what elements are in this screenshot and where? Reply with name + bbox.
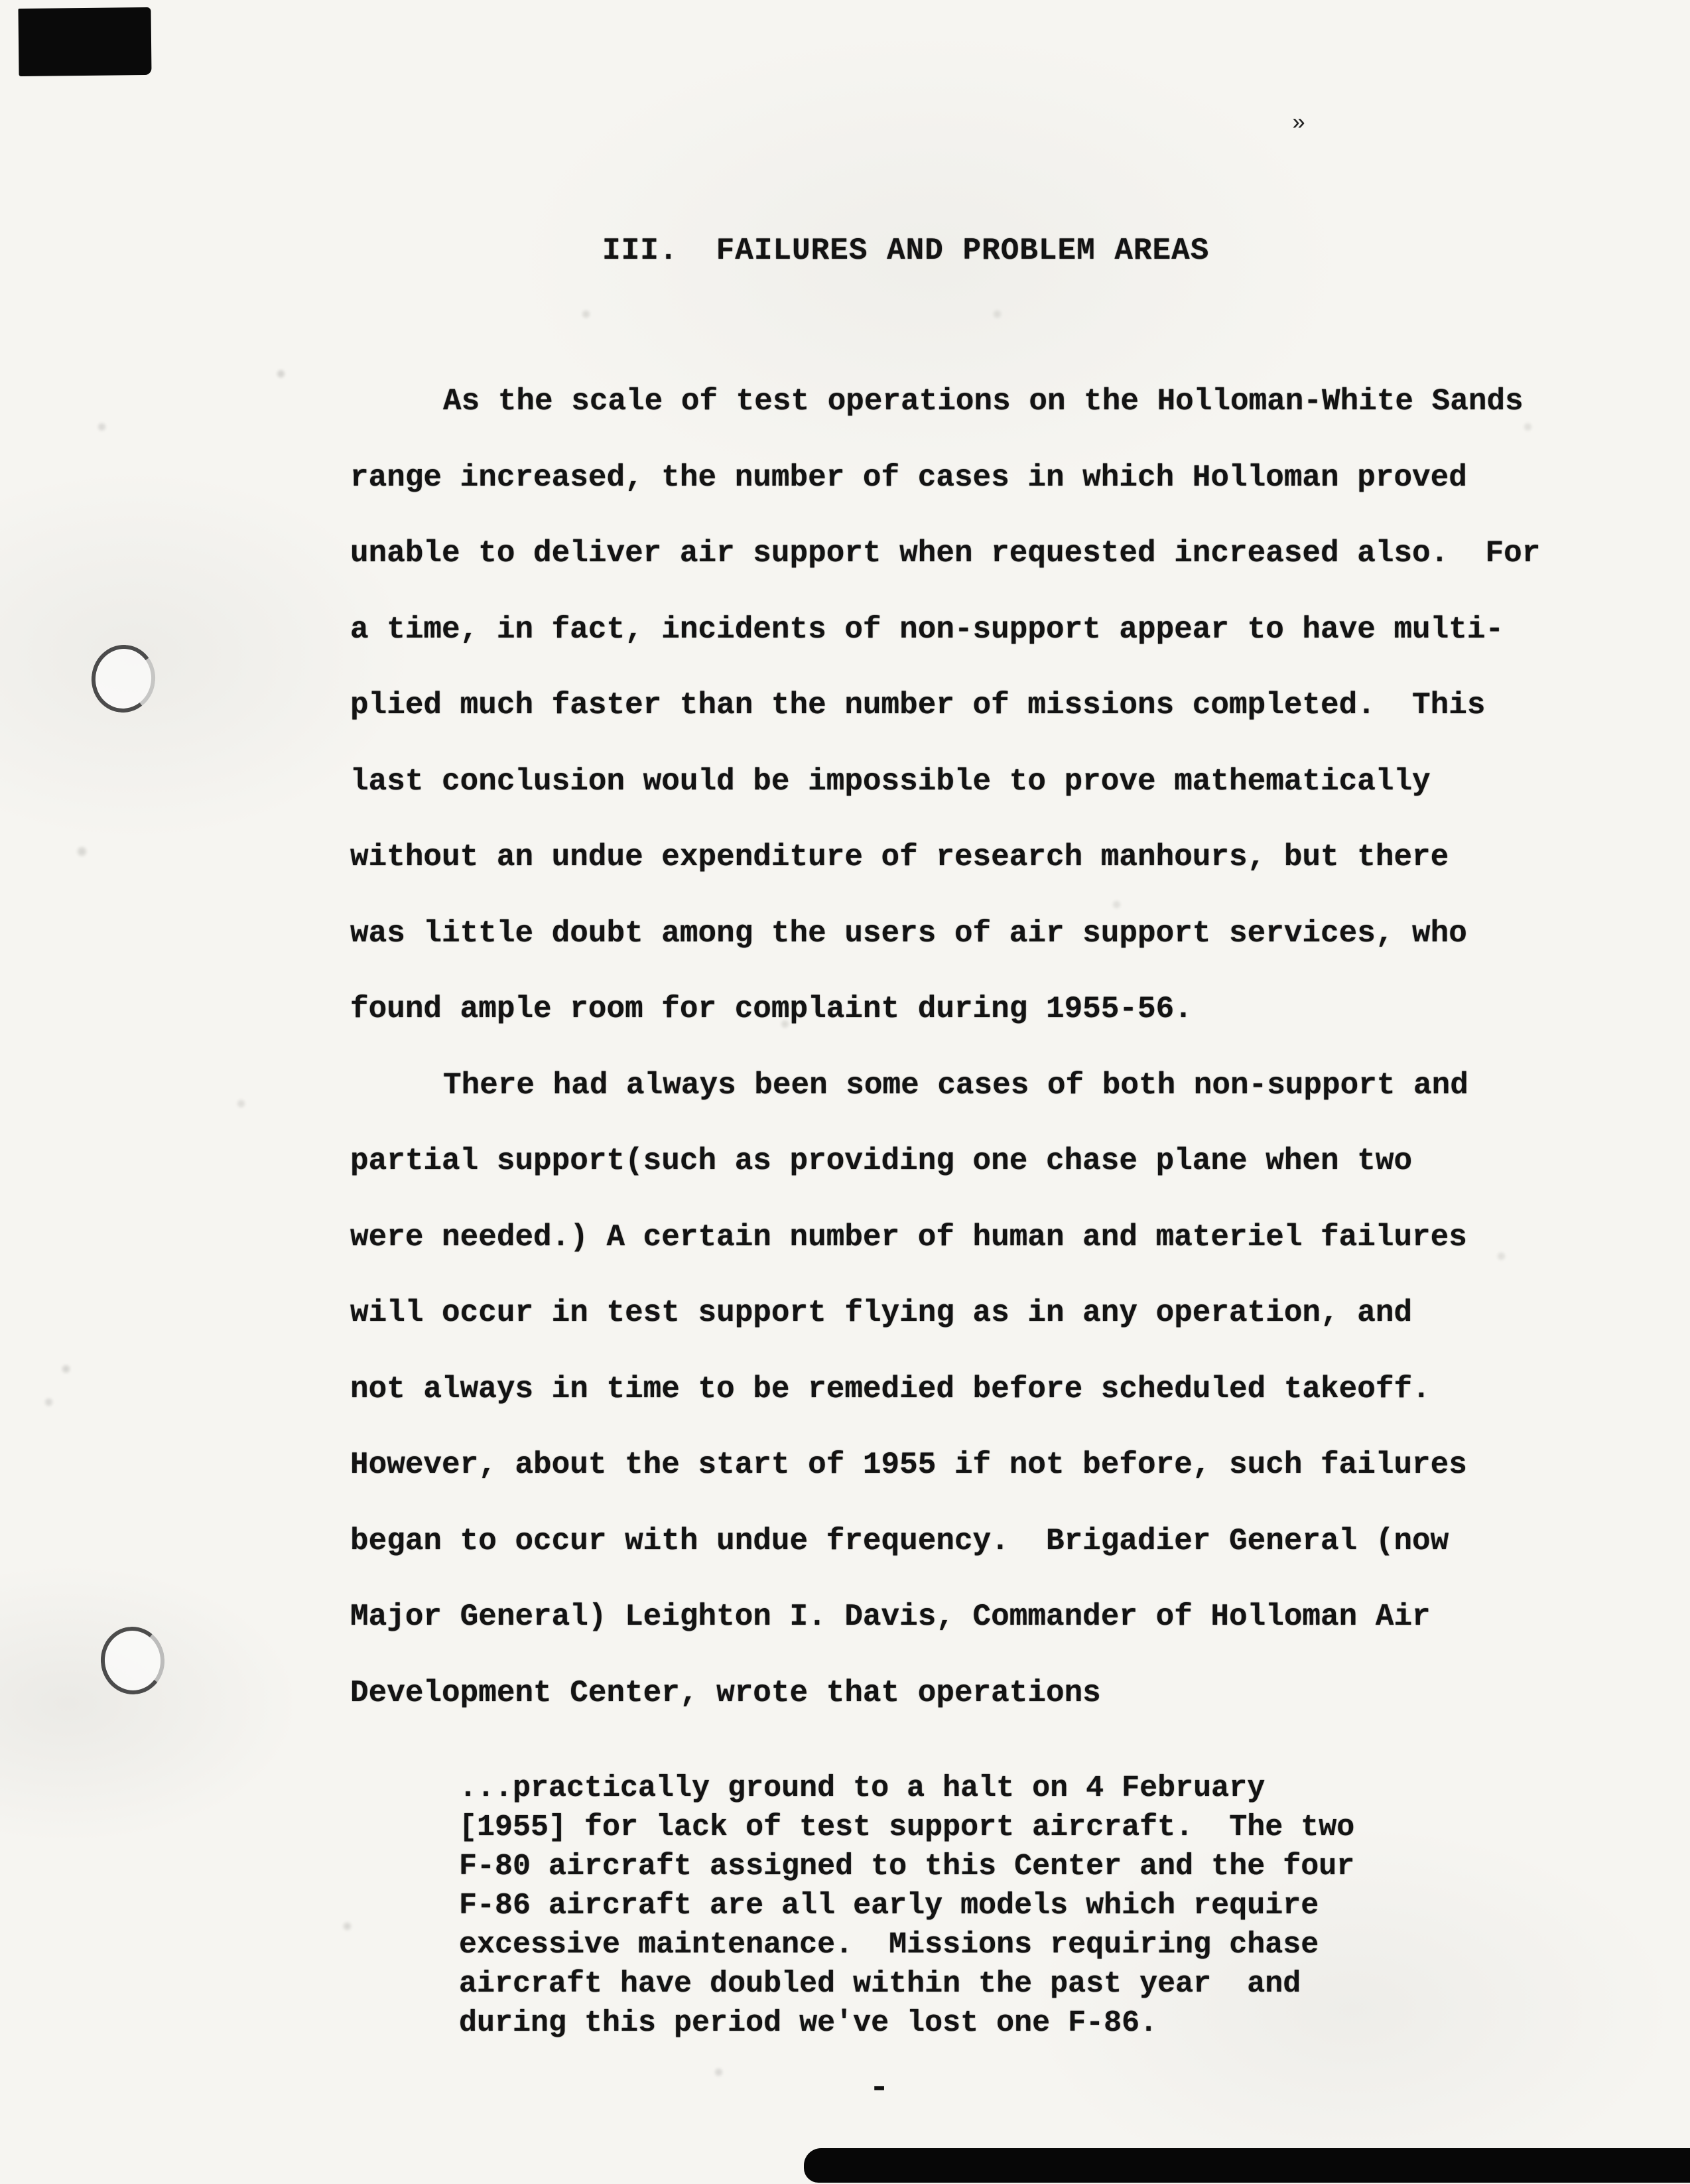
text-line: last conclusion would be impossible to prove mathematically <box>350 764 1431 799</box>
text-line: began to occur with undue frequency. Brigadier General (now <box>350 1523 1449 1558</box>
quote-line: aircraft have doubled within the past year and <box>459 1967 1301 2001</box>
text-line: without an undue expenditure of research manhours, but there <box>350 840 1449 874</box>
text-line: There had always been some cases of both non-support and <box>443 1067 1468 1103</box>
hole-punch-bottom <box>98 1623 168 1697</box>
text-line: Development Center, wrote that operations <box>350 1675 1101 1710</box>
quote-line: excessive maintenance. Missions requiring chase <box>459 1928 1319 1962</box>
quote-line: ...practically ground to a halt on 4 February <box>459 1771 1266 1805</box>
quote-line: during this period we've lost one F-86. <box>459 2006 1158 2040</box>
section-title: III. FAILURES AND PROBLEM AREAS <box>602 234 1210 268</box>
text-line: a time, in fact, incidents of non-support appear to have multi- <box>350 612 1504 647</box>
scan-bottom-bar <box>804 2148 1690 2183</box>
text-line: found ample room for complaint during 1955-56. <box>350 992 1193 1026</box>
quote-line: [1955] for lack of test support aircraft. The two <box>459 1810 1355 1844</box>
text-line: Major General) Leighton I. Davis, Commander of Holloman Air <box>350 1600 1431 1634</box>
scan-noise <box>0 0 5 5</box>
body-text <box>350 364 1624 1731</box>
text-line: unable to deliver air support when requested increased also. For <box>350 536 1541 571</box>
scan-corner-blot <box>18 7 151 76</box>
text-line: were needed.) A certain number of human and materiel failures <box>350 1219 1467 1255</box>
text-line: plied much faster than the number of missions completed. This <box>350 688 1486 722</box>
quote-line: F-86 aircraft are all early models which require <box>459 1889 1319 1923</box>
text-line: range increased, the number of cases in which Holloman proved <box>350 460 1467 495</box>
block-quote <box>459 1769 1553 2043</box>
text-line: will occur in test support flying as in any operation, and <box>350 1296 1413 1330</box>
text-line: was little doubt among the users of air support services, who <box>350 916 1467 951</box>
text-line: not always in time to be remedied before scheduled takeoff. <box>350 1371 1431 1406</box>
stray-mark-bottom: - <box>869 2069 890 2108</box>
text-line: As the scale of test operations on the Holloman-White Sands <box>443 384 1524 419</box>
hole-punch-top <box>87 641 159 717</box>
text-line: However, about the start of 1955 if not before, such failures <box>350 1448 1467 1482</box>
text-line: partial support(such as providing one chase plane when two <box>350 1144 1413 1178</box>
stray-mark-top-right: » <box>1292 111 1306 137</box>
quote-line: F-80 aircraft assigned to this Center and the four <box>459 1850 1355 1883</box>
